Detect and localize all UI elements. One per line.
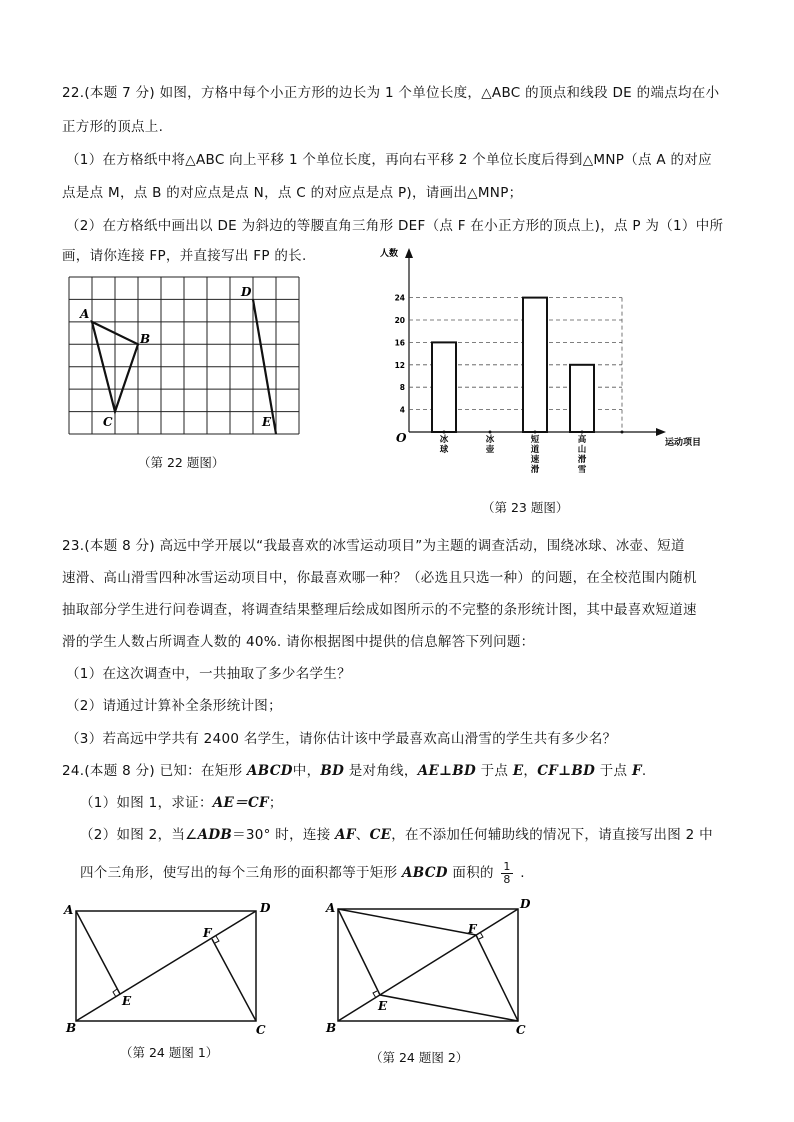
chart-origin: O	[396, 431, 407, 445]
ytick-label: 8	[399, 383, 405, 393]
fig2-label-d: D	[520, 897, 531, 911]
q24-text-f: 于点	[599, 763, 628, 779]
q24-text-e: ，	[523, 763, 538, 779]
q24-sub2-b: ＝30° 时，连接	[232, 827, 331, 843]
fig1-label-a: A	[64, 903, 74, 917]
q22-line2: 正方形的顶点上.	[62, 119, 164, 135]
q22-line4: 点是点 M，点 B 的对应点是点 N，点 C 的对应点是点 P)，请画出△MNP；	[62, 185, 523, 201]
q23-line3: 抽取部分学生进行问卷调查，将调查结果整理后绘成如图所示的不完整的条形统计图，其中最喜欢短道速	[62, 602, 697, 618]
fig2-label-e: E	[378, 999, 388, 1013]
q24-af: AF	[335, 827, 356, 843]
q23-sub2: （2）请通过计算补全条形统计图；	[66, 698, 282, 714]
fig1-label-d: D	[260, 901, 271, 915]
q23-line1: 23.(本题 8 分) 高远中学开展以“我最喜欢的冰雪运动项目”为主题的调查活动，围绕冰球、冰壶、短道	[62, 538, 685, 554]
q24-sub2-line2-b: 面积的	[452, 865, 494, 881]
q24-sub1-eq: AE＝CF	[212, 795, 269, 811]
label-b: B	[140, 332, 151, 346]
q24-caption-2: （第 24 题图 2）	[370, 1050, 469, 1065]
ytick-label: 24	[394, 293, 405, 303]
q22-line6: 画，请你连接 FP，并直接写出 FP 的长.	[62, 248, 307, 264]
q24-ce: CE	[369, 827, 392, 843]
q24-sub2-a: （2）如图 2，当∠	[80, 827, 198, 843]
frac-den: 8	[503, 872, 511, 886]
q24-text-b: 中，	[292, 763, 321, 779]
q24-figure-1	[76, 911, 256, 1021]
q24-ae-bd: AE⊥BD	[417, 763, 477, 779]
q24-abcd-2: ABCD	[402, 865, 448, 881]
fig2-label-f: F	[468, 922, 477, 936]
ytick-label: 20	[394, 316, 405, 325]
ytick-label: 4	[399, 405, 405, 415]
fig1-label-e: E	[122, 994, 132, 1008]
q24-sub2-line2-a: 四个三角形，使写出的每个三角形的面积都等于矩形	[80, 865, 398, 881]
fig1-label-c: C	[256, 1023, 266, 1037]
category-label: 冰壶	[485, 435, 495, 455]
q23-line2: 速滑、高山滑雪四种冰雪运动项目中，你最喜欢哪一种？（必选且只选一种）的问题，在全校范围内随机	[62, 570, 697, 586]
q23-sub3: （3）若高远中学共有 2400 名学生，请你估计该中学最喜欢高山滑雪的学生共有多少名？	[66, 731, 617, 747]
fig1-label-b: B	[66, 1021, 77, 1035]
fig2-label-a: A	[326, 901, 336, 915]
q24-f: F	[631, 763, 642, 779]
category-label: 高山滑雪	[577, 435, 587, 475]
q22-caption: （第 22 题图）	[138, 455, 225, 470]
q24-sub1-b: ；	[268, 795, 283, 811]
category-label: 短道速滑	[530, 435, 540, 475]
label-a: A	[80, 307, 90, 321]
label-d: D	[241, 285, 252, 299]
q24-sub2-d: ，在不添加任何辅助线的情况下，请直接写出图 2 中	[391, 827, 713, 843]
ytick-label: 12	[394, 360, 405, 370]
q24-sub2-line2-c: .	[520, 865, 525, 881]
label-c: C	[103, 415, 113, 429]
q24-abcd: ABCD	[246, 763, 293, 779]
category-label: 冰球	[439, 435, 449, 455]
fig2-label-c: C	[516, 1023, 526, 1037]
q22-line1: 22.(本题 7 分) 如图，方格中每个小正方形的边长为 1 个单位长度，△ABC 的顶点和线段 DE 的端点均在小	[62, 85, 720, 101]
q23-caption: （第 23 题图）	[482, 500, 569, 515]
q22-line3: （1）在方格纸中将△ABC 向上平移 1 个单位长度，再向右平移 2 个单位长度后得到△MNP（点 A 的对应	[66, 152, 712, 168]
chart-ylabel: 人数	[380, 249, 399, 259]
q24-text-a: 24.(本题 8 分) 已知：在矩形	[62, 763, 243, 779]
frac-num: 1	[503, 859, 511, 873]
label-e: E	[262, 415, 272, 429]
q22-line5: （2）在方格纸中画出以 DE 为斜边的等腰直角三角形 DEF（点 F 在小正方形的顶点上)，点 P 为（1）中所	[66, 218, 724, 234]
q24-sub2-angle: ADB	[197, 827, 233, 843]
q24-text-c: 是对角线，	[348, 763, 418, 779]
q24-text-d: 于点	[480, 763, 509, 779]
q24-e: E	[512, 763, 524, 779]
q23-line4: 滑的学生人数占所调查人数的 40%. 请你根据图中提供的信息解答下列问题：	[62, 634, 535, 650]
q24-sub1-a: （1）如图 1，求证：	[80, 795, 213, 811]
q24-bd: BD	[320, 763, 345, 779]
ytick-label: 16	[394, 338, 405, 348]
fig2-label-b: B	[326, 1021, 337, 1035]
q23-sub1: （1）在这次调查中，一共抽取了多少名学生？	[66, 666, 351, 682]
q24-text-g: .	[641, 763, 647, 779]
q24-figure-2	[338, 909, 518, 1021]
q24-sub2-c: 、	[355, 827, 370, 843]
q24-caption-1: （第 24 题图 1）	[120, 1045, 219, 1060]
chart-xlabel: 运动项目	[665, 438, 702, 448]
fig1-label-f: F	[203, 926, 212, 940]
q24-cf-bd: CF⊥BD	[537, 763, 596, 779]
